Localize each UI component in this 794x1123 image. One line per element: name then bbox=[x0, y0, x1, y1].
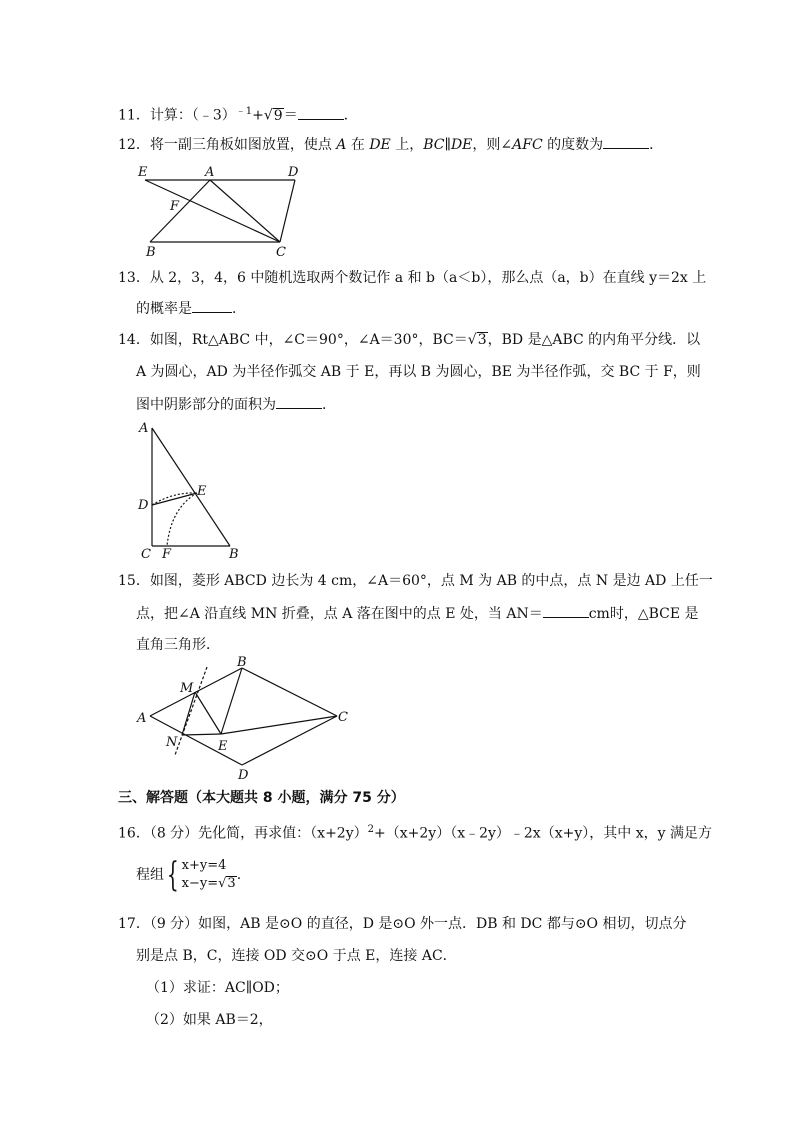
label-B: B bbox=[229, 547, 239, 562]
label-A: A bbox=[137, 711, 147, 726]
label-C: C bbox=[276, 245, 286, 260]
question-11: 11．计算：（﹣3）$^{﹣1}$+√9＝ ． bbox=[118, 106, 358, 124]
question-13: 13．从 2，3，4，6 中随机选取两个数记作 a 和 b（a＜b），那么点（a，b）在直线 y＝2x 上 bbox=[118, 270, 707, 286]
label-E: E bbox=[218, 739, 228, 754]
question-17-cont: 别是点 B，C，连接 OD 交⊙O 于点 E，连接 AC． bbox=[136, 948, 457, 964]
answer-blank bbox=[192, 298, 232, 313]
figure-q15 bbox=[135, 655, 355, 785]
label-C: C bbox=[338, 710, 348, 725]
question-17: 17．（9 分）如图，AB 是⊙O 的直径，D 是⊙O 外一点．DB 和 DC 都与⊙O 相切，切点分 bbox=[118, 916, 687, 932]
equation-system: x+y=4 x−y=√3 bbox=[181, 858, 236, 891]
question-14-cont2: 图中阴影部分的面积为 ． bbox=[136, 394, 336, 415]
question-15-cont1: 点，把∠A 沿直线 MN 折叠，点 A 落在图中的点 E 处，当 AN＝ cm时，△BCE 是 bbox=[136, 603, 699, 624]
question-15-cont2: 直角三角形． bbox=[136, 637, 220, 653]
label-A: A bbox=[139, 421, 149, 436]
question-17-part2: （2）如果 AB＝2， bbox=[146, 1012, 273, 1028]
label-D: D bbox=[138, 498, 149, 513]
label-E: E bbox=[197, 484, 207, 499]
section-3-title: 三、解答题（本大题共 8 小题，满分 75 分） bbox=[118, 790, 405, 806]
label-N: N bbox=[166, 735, 178, 750]
question-17-part1: （1）求证：AC∥OD； bbox=[146, 980, 289, 996]
label-F: F bbox=[162, 547, 172, 562]
label-F: F bbox=[170, 199, 180, 214]
question-16: 16．（8 分）先化简，再求值：$(x+2y)^2+(x+2y)(x﹣2y)﹣2x(x+y)$，其中 x，y 满足方 bbox=[118, 824, 712, 842]
label-D: D bbox=[288, 165, 299, 180]
label-B: B bbox=[237, 655, 247, 670]
label-C: C bbox=[141, 547, 151, 562]
question-15: 15．如图，菱形 ABCD 边长为 4 cm，∠A＝60°，点 M 为 AB 的中点，点 N 是边 AD 上任一 bbox=[118, 573, 713, 589]
label-D: D bbox=[238, 768, 249, 783]
label-B: B bbox=[146, 245, 156, 260]
label-A: A bbox=[205, 165, 215, 180]
answer-blank bbox=[603, 134, 649, 149]
figure-q14 bbox=[135, 420, 245, 560]
question-14: 14．如图，Rt△ABC 中，∠C＝90°，∠A＝30°，BC＝√3，BD 是△ABC 的内角平分线．以 bbox=[118, 332, 701, 348]
question-14-cont1: A 为圆心，AD 为半径作弧交 AB 于 E，再以 B 为圆心，BE 为半径作弧，交 BC 于 F，则 bbox=[136, 364, 701, 380]
label-M: M bbox=[180, 681, 194, 696]
answer-blank bbox=[543, 603, 589, 618]
figure-q12 bbox=[130, 160, 310, 260]
answer-blank bbox=[298, 105, 344, 120]
question-12: 12．将一副三角板如图放置，使点 A 在 DE 上，BC∥DE，则∠AFC 的度数为 ． bbox=[118, 134, 663, 155]
label-E: E bbox=[138, 165, 148, 180]
system-brace: { bbox=[166, 855, 179, 895]
answer-blank bbox=[276, 394, 322, 409]
question-16-cont: 程组{ x+y=4 x−y=√3. bbox=[136, 855, 242, 895]
question-13-cont: 的概率是 ． bbox=[136, 298, 246, 319]
